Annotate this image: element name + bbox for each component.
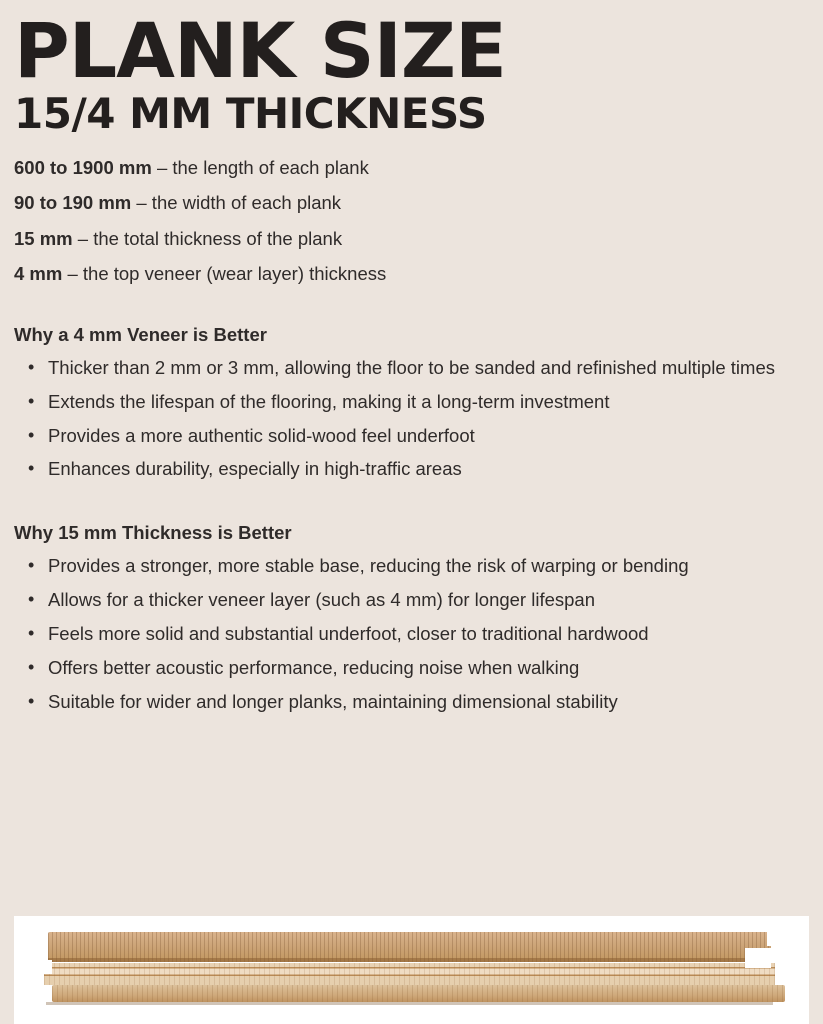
- spec-list: [14, 156, 809, 285]
- section-heading-thickness: Why 15 mm Thickness is Better: [14, 522, 292, 544]
- spec-line: [14, 227, 809, 249]
- page-title: PLANK SIZE: [14, 6, 506, 95]
- groove-notch-left: [38, 960, 52, 974]
- veneer-benefit-list: [14, 356, 809, 483]
- thickness-benefit-list: [14, 554, 809, 715]
- list-item: • Provides a stronger, more stable base, reducing the risk of warping or bending: [48, 554, 803, 579]
- list-item: • Extends the lifespan of the flooring, making it a long-term investment: [48, 390, 803, 415]
- spec-lead: 90 to 190 mm: [14, 192, 132, 214]
- tongue-notch-right: [745, 948, 771, 968]
- spec-rest: – the top veneer (wear layer) thickness: [62, 263, 387, 285]
- core-layer: [44, 963, 775, 985]
- spec-rest: – the length of each plank: [151, 156, 369, 178]
- spec-rest: – the total thickness of the plank: [72, 227, 343, 249]
- spec-lead: 600 to 1900 mm: [14, 156, 152, 178]
- list-item: • Feels more solid and substantial underfoot, closer to traditional hardwood: [48, 622, 803, 647]
- spec-lead: 4 mm: [14, 263, 63, 285]
- tongue-notch-right-top: [767, 932, 785, 946]
- list-item: • Provides a more authentic solid-wood feel underfoot: [48, 424, 803, 449]
- veneer-layer: [48, 932, 771, 962]
- spec-rest: – the width of each plank: [131, 192, 342, 214]
- list-item: • Suitable for wider and longer planks, maintaining dimensional stability: [48, 690, 803, 715]
- spec-line: [14, 265, 809, 284]
- section-heading-veneer: Why a 4 mm Veneer is Better: [14, 323, 267, 345]
- list-item: • Enhances durability, especially in high-traffic areas: [48, 457, 803, 482]
- list-item: • Allows for a thicker veneer layer (such as 4 mm) for longer lifespan: [48, 588, 803, 613]
- list-item: • Offers better acoustic performance, reducing noise when walking: [48, 656, 803, 681]
- spec-line: [14, 194, 809, 213]
- list-item: • Thicker than 2 mm or 3 mm, allowing the floor to be sanded and refinished multiple times: [48, 356, 803, 381]
- plank-illustration: [38, 930, 785, 1008]
- plank-cross-section-figure: [14, 916, 809, 1024]
- spec-lead: 15 mm: [14, 227, 73, 249]
- page-subtitle: 15/4 MM THICKNESS: [14, 89, 487, 139]
- spec-line: [14, 156, 809, 178]
- plank-bottom-edge: [46, 1002, 773, 1005]
- backing-layer: [52, 985, 785, 1002]
